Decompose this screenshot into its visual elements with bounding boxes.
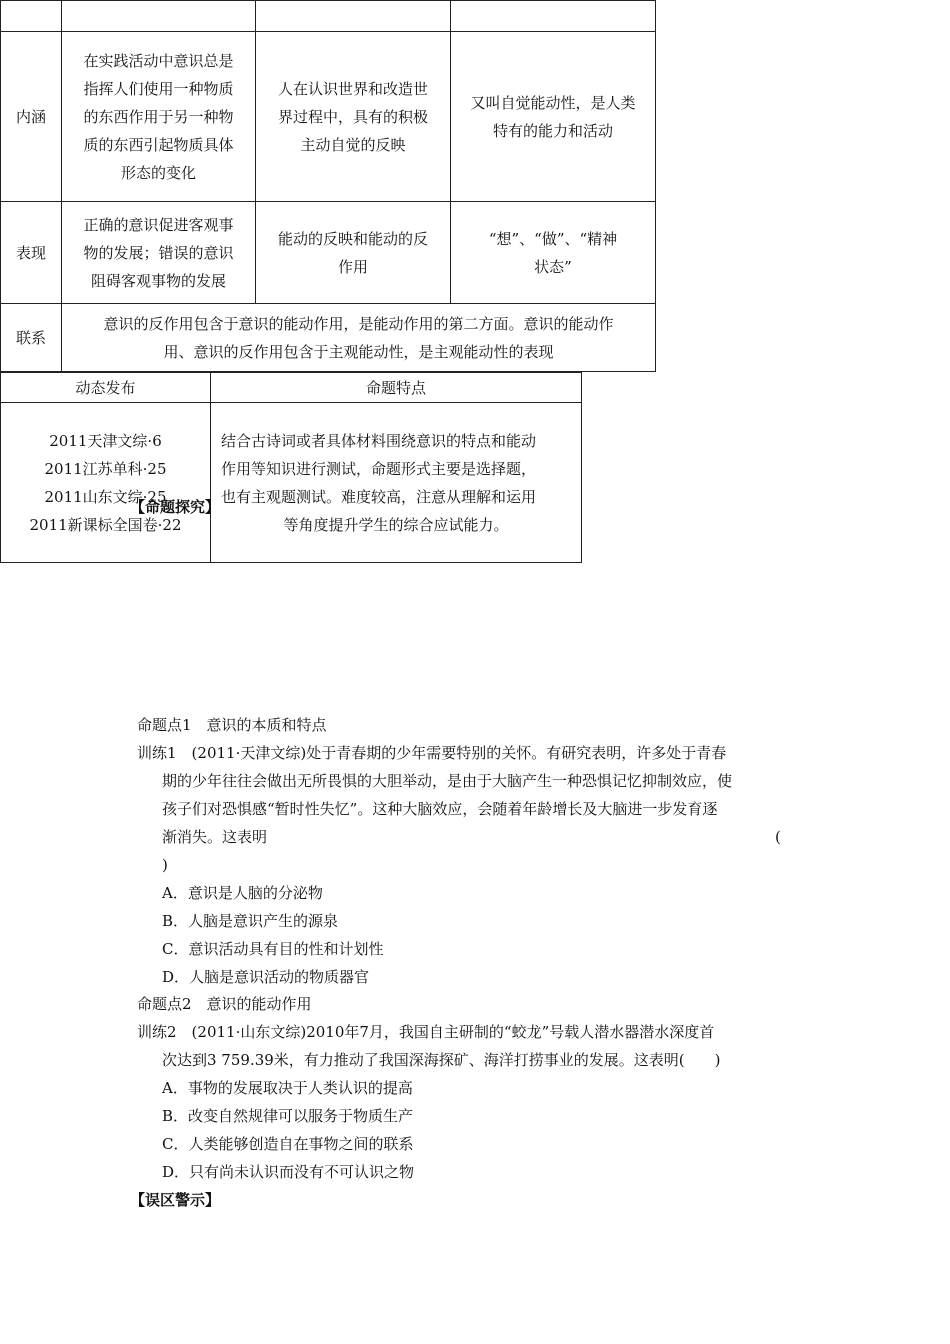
header-cell — [256, 1, 451, 32]
table-header-row — [1, 1, 656, 32]
header-cell — [62, 1, 256, 32]
option-a: A．意识是人脑的分泌物 — [162, 884, 323, 902]
point-heading: 命题点1 意识的本质和特点 — [137, 716, 327, 734]
table-header-row — [1, 373, 582, 403]
table-row-biaoxian — [1, 202, 656, 304]
row-label: 内涵 — [1, 32, 62, 202]
option-b: B．人脑是意识产生的源泉 — [162, 912, 339, 930]
option-c: C．意识活动具有目的性和计划性 — [162, 940, 384, 958]
question-line: 训练1 (2011·天津文综)处于青春期的少年需要特别的关怀。有研究表明，许多处于青春 — [137, 744, 727, 762]
option-b: B．改变自然规律可以服务于物质生产 — [162, 1107, 414, 1125]
table-cell: 人在认识世界和改造世 界过程中，具有的积极 主动自觉的反映 — [256, 32, 451, 202]
sources-cell: 2011天津文综·6 2011江苏单科·25 2011山东文综·25 2011新课标全国卷·22 — [1, 403, 211, 563]
answer-paren-open: ( — [775, 828, 781, 846]
header-cell: 动态发布 — [1, 373, 211, 403]
point-heading: 命题点2 意识的能动作用 — [137, 995, 312, 1013]
table-row-lianxi — [1, 304, 656, 372]
header-cell — [451, 1, 656, 32]
consciousness-table — [0, 0, 656, 372]
table-cell: 正确的意识促进客观事 物的发展；错误的意识 阻碍客观事物的发展 — [62, 202, 256, 304]
question-line: 次达到3 759.39米，有力推动了我国深海探矿、海洋打捞事业的发展。这表明( ) — [162, 1051, 721, 1069]
table-cell: “想”、“做”、“精神 状态” — [451, 202, 656, 304]
option-d: D．人脑是意识活动的物质器官 — [162, 968, 370, 986]
proposition-table — [0, 372, 582, 563]
question-line: 训练2 (2011·山东文综)2010年7月，我国自主研制的“蛟龙”号载人潜水器潜水深度首 — [137, 1023, 715, 1041]
header-cell: 命题特点 — [211, 373, 582, 403]
section-heading-wuqu: 【误区警示】 — [130, 1191, 221, 1209]
table-cell-merged: 意识的反作用包含于意识的能动作用，是能动作用的第二方面。意识的能动作 用、意识的反作用包含于主观能动性，是主观能动性的表现 — [62, 304, 656, 372]
table-cell: 在实践活动中意识总是 指挥人们使用一种物质 的东西作用于另一种物 质的东西引起物质具体 形态的变化 — [62, 32, 256, 202]
header-cell — [1, 1, 62, 32]
row-label: 联系 — [1, 304, 62, 372]
features-cell: 结合古诗词或者具体材料围绕意识的特点和能动 作用等知识进行测试，命题形式主要是选择题， 也有主观题测试。难度较高，注意从理解和运用 等角度提升学生的综合应试能力。 — [211, 403, 582, 563]
question-line: 渐消失。这表明 — [162, 828, 268, 846]
table-row-neihan — [1, 32, 656, 202]
option-a: A．事物的发展取决于人类认识的提高 — [162, 1079, 413, 1097]
table-row — [1, 403, 582, 563]
row-label: 表现 — [1, 202, 62, 304]
table-cell: 能动的反映和能动的反 作用 — [256, 202, 451, 304]
table-cell: 又叫自觉能动性，是人类 特有的能力和活动 — [451, 32, 656, 202]
section-heading-mingti: 【命题探究】 — [130, 498, 221, 516]
answer-paren-close: ) — [162, 856, 168, 874]
option-c: C．人类能够创造自在事物之间的联系 — [162, 1135, 414, 1153]
question-line: 孩子们对恐惧感“暂时性失忆”。这种大脑效应，会随着年龄增长及大脑进一步发育逐 — [162, 800, 718, 818]
question-line: 期的少年往往会做出无所畏惧的大胆举动，是由于大脑产生一种恐惧记忆抑制效应，使 — [162, 772, 733, 790]
option-d: D．只有尚未认识而没有不可认识之物 — [162, 1163, 415, 1181]
